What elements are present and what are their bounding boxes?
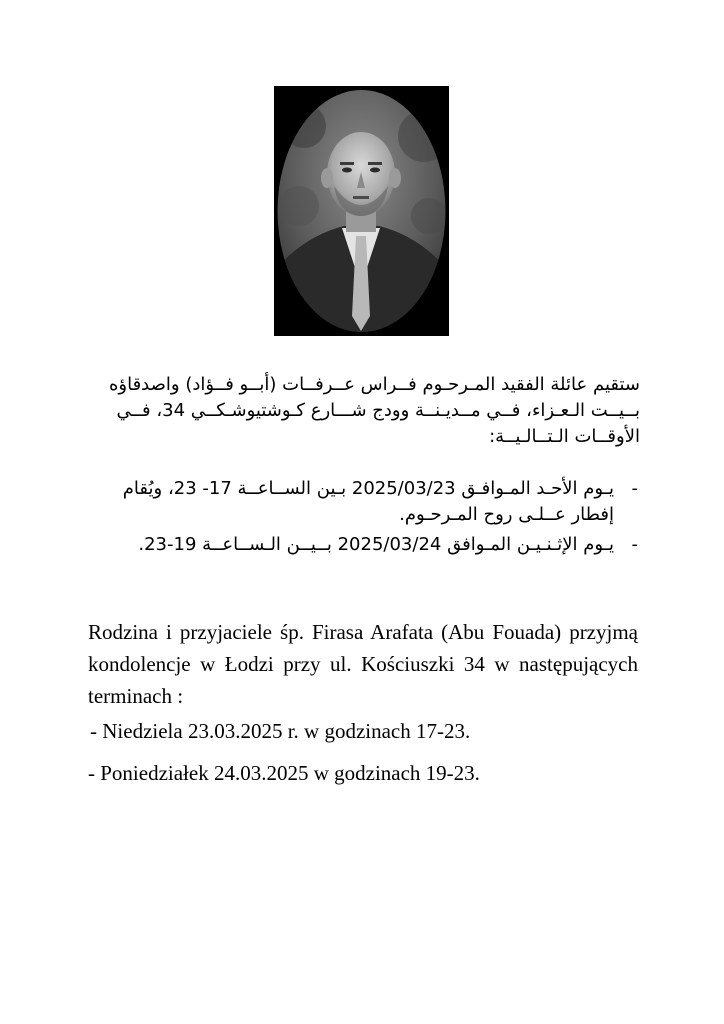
list-dash: - (631, 534, 638, 555)
arabic-schedule-item (84, 532, 640, 558)
portrait-photo (274, 86, 449, 336)
memorial-photo (274, 86, 449, 336)
polish-schedule-line-monday: - Poniedziałek 24.03.2025 w godzinach 19-23. (88, 761, 480, 785)
polish-schedule-line-sunday: - Niedziela 23.03.2025 r. w godzinach 17-23. (90, 719, 471, 743)
polish-intro-text: Rodzina i przyjaciele śp. Firasa Arafata (Abu Fouada) przyjmą kondolencje w Łodzi przy ul. Kościuszki 34 w następujących terminach : (88, 620, 638, 708)
arabic-schedule-list (84, 476, 640, 562)
arabic-schedule-item-text: يـوم الإثـنـيـن المـوافق 2025/03/24 بــيــن الـســاعــة 19-23. (138, 534, 614, 555)
arabic-schedule-item (84, 476, 640, 528)
arabic-announcement (84, 372, 640, 450)
list-dash: - (631, 478, 638, 499)
arabic-schedule-item-text: يـوم الأحـد المـوافـق 2025/03/23 بـين الســاعــة 17- 23، ويُقام إفطار عــلـى روح المـرحـوم. (122, 478, 614, 525)
arabic-intro-text: ستقيم عائلة الفقيد المـرحـوم فــراس عــرفــات (أبــو فــؤاد) واصدقاؤه بــيــت الـعـزاء، فــي مــديـنــة وودج شـــارع كـوشتيوشـكــي 34، فــي الأوقــات الـتــالـيــة: (108, 374, 640, 447)
